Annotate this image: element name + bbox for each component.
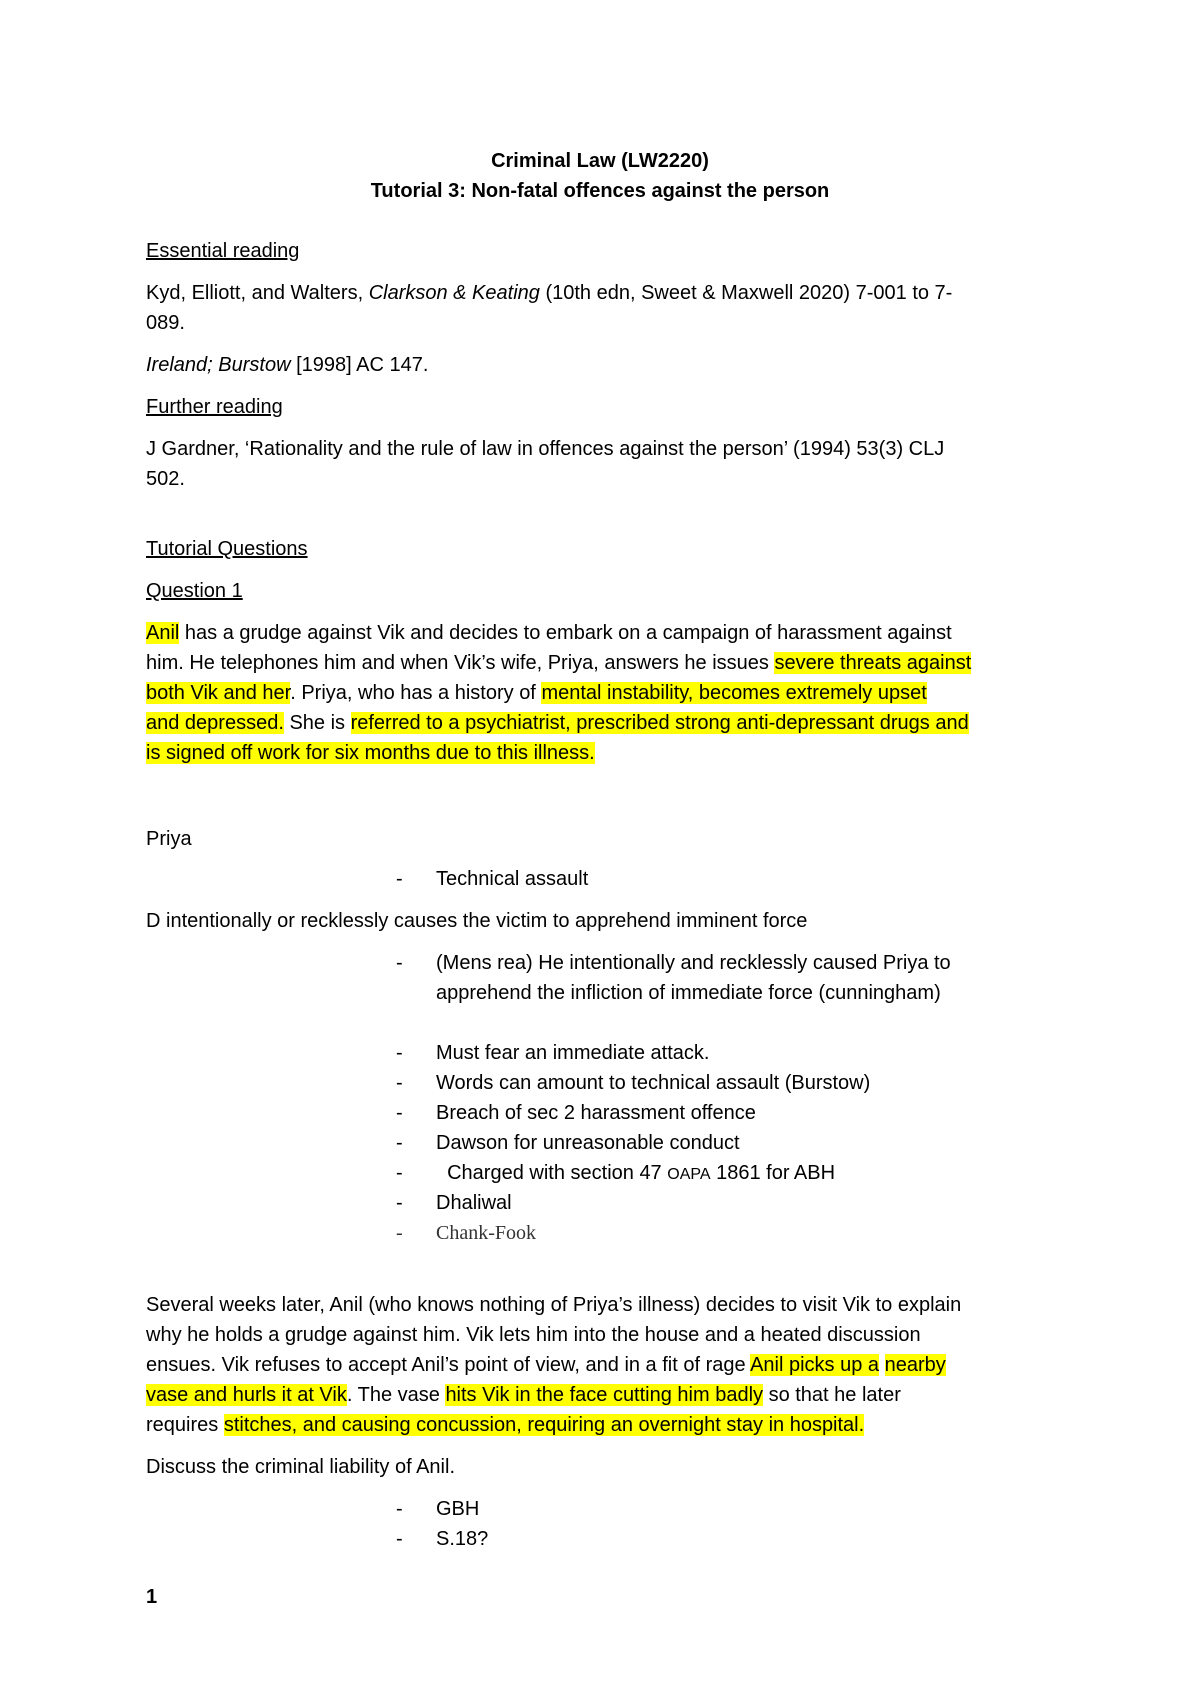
text: . The vase xyxy=(346,1384,446,1406)
discuss-prompt: Discuss the criminal liability of Anil. xyxy=(146,1456,455,1478)
essential-reading-ref2 xyxy=(146,350,1066,380)
further-reading-ref: J Gardner, ‘Rationality and the rule of law in offences against the person’ (1994) 53(3) CLJ xyxy=(146,438,945,460)
bullet-text: Technical assault xyxy=(436,868,589,890)
bullet-text: (Mens rea) He intentionally and recklessly caused Priya to xyxy=(436,952,951,974)
q1-part2-line xyxy=(146,1380,1066,1410)
note-definition: D intentionally or recklessly causes the victim to apprehend imminent force xyxy=(146,910,808,932)
text: him. He telephones him and when Vik’s wife, Priya, answers he issues xyxy=(146,652,775,674)
highlight: mental instability, becomes extremely upset xyxy=(541,682,927,704)
highlight: vase and hurls it at Vik xyxy=(146,1384,347,1406)
bullet-item-cont: apprehend the infliction of immediate force (cunningham) xyxy=(436,982,941,1004)
bullet-text-small: OAPA xyxy=(667,1166,711,1183)
dash-icon: - xyxy=(396,1498,403,1520)
dash-icon: - xyxy=(396,1222,403,1244)
ref-text: (10th edn, Sweet & Maxwell 2020) 7-001 to 7- xyxy=(539,282,953,304)
bullet-item xyxy=(396,1128,1076,1158)
ref-text: [1998] AC 147. xyxy=(290,354,429,376)
dash-icon: - xyxy=(396,1042,403,1064)
dash-icon: - xyxy=(396,1102,403,1124)
highlight: is signed off work for six months due to this illness. xyxy=(146,742,595,764)
dash-icon: - xyxy=(396,868,403,890)
bullet-item xyxy=(396,864,1076,894)
bullet-item xyxy=(396,1158,1076,1190)
bullet-item xyxy=(396,1068,1076,1098)
q1-line xyxy=(146,678,1066,708)
dash-icon: - xyxy=(396,1162,403,1184)
highlight: Anil picks up a xyxy=(750,1354,880,1376)
bullet-item xyxy=(396,1038,1076,1068)
ref-title: Clarkson & Keating xyxy=(368,282,540,304)
text: ensues. Vik refuses to accept Anil’s point of view, and in a fit of rage xyxy=(146,1354,751,1376)
ref-text: Kyd, Elliott, and Walters, xyxy=(146,282,369,304)
bullet-text: Charged with section 47 xyxy=(436,1162,668,1184)
dash-icon: - xyxy=(396,952,403,974)
bullet-text: Words can amount to technical assault (Burstow) xyxy=(436,1072,871,1094)
q1-line xyxy=(146,618,1066,648)
document-subtitle: Tutorial 3: Non-fatal offences against the person xyxy=(370,180,830,202)
bullet-text: Must fear an immediate attack. xyxy=(436,1042,710,1064)
text: has a grudge against Vik and decides to embark on a campaign of harassment against xyxy=(179,622,952,644)
q1-part2-line xyxy=(146,1410,1066,1440)
text: so that he later xyxy=(763,1384,901,1406)
q1-line xyxy=(146,708,1066,738)
q1-part2-line xyxy=(146,1350,1066,1380)
bullet-item xyxy=(396,948,1076,978)
highlight: referred to a psychiatrist, prescribed strong anti-depressant drugs and xyxy=(350,712,969,734)
essential-reading-ref1-cont: 089. xyxy=(146,312,185,334)
bullet-item xyxy=(396,1524,1076,1554)
text: requires xyxy=(146,1414,224,1436)
highlight: Anil xyxy=(146,622,180,644)
page-number: 1 xyxy=(146,1586,158,1608)
highlight: stitches, and causing concussion, requiring an overnight stay in hospital. xyxy=(223,1414,865,1436)
q1-part2-line: why he holds a grudge against him. Vik lets him into the house and a heated discussion xyxy=(146,1324,921,1346)
bullet-item xyxy=(396,1218,1076,1248)
case-name: Ireland; Burstow xyxy=(146,354,291,376)
highlight: nearby xyxy=(884,1354,946,1376)
bullet-text: Chank-Fook xyxy=(436,1222,536,1244)
dash-icon: - xyxy=(396,1528,403,1550)
highlight: severe threats against xyxy=(774,652,972,674)
bullet-text: Dawson for unreasonable conduct xyxy=(436,1132,740,1154)
question-1-heading: Question 1 xyxy=(146,580,243,602)
dash-icon: - xyxy=(396,1132,403,1154)
q1-part2-line: Several weeks later, Anil (who knows nothing of Priya’s illness) decides to visit Vik to explain xyxy=(146,1294,962,1316)
tutorial-questions-heading: Tutorial Questions xyxy=(146,538,308,560)
bullet-text: GBH xyxy=(436,1498,480,1520)
q1-line xyxy=(146,648,1066,678)
bullet-text: 1861 for ABH xyxy=(710,1162,836,1184)
text xyxy=(879,1354,885,1376)
highlight: and depressed. xyxy=(146,712,284,734)
bullet-text: S.18? xyxy=(436,1528,489,1550)
further-reading-ref-cont: 502. xyxy=(146,468,185,490)
dash-icon: - xyxy=(396,1192,403,1214)
bullet-text: Breach of sec 2 harassment offence xyxy=(436,1102,756,1124)
q1-line xyxy=(146,738,1066,768)
bullet-text: Dhaliwal xyxy=(436,1192,512,1214)
highlight: hits Vik in the face cutting him badly xyxy=(445,1384,764,1406)
dash-icon: - xyxy=(396,1072,403,1094)
text: She is xyxy=(283,712,351,734)
bullet-item xyxy=(396,1188,1076,1218)
highlight: both Vik and her xyxy=(146,682,291,704)
essential-reading-heading: Essential reading xyxy=(146,240,300,262)
text: . Priya, who has a history of xyxy=(290,682,542,704)
document-title: Criminal Law (LW2220) xyxy=(491,150,709,172)
bullet-item xyxy=(396,1494,1076,1524)
bullet-item xyxy=(396,1098,1076,1128)
essential-reading-ref1 xyxy=(146,278,1066,308)
note-priya: Priya xyxy=(146,828,192,850)
further-reading-heading: Further reading xyxy=(146,396,283,418)
